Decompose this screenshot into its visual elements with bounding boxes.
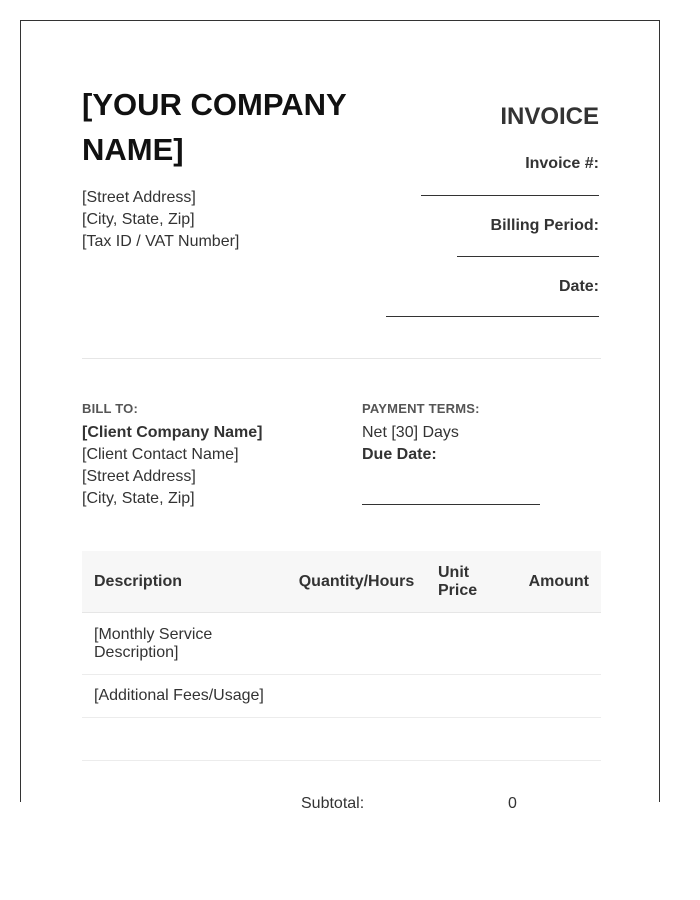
- date-label: Date:: [558, 278, 599, 295]
- client-city: [City, State, Zip]: [82, 490, 195, 507]
- items-table-header: [82, 551, 601, 613]
- company-city: [City, State, Zip]: [82, 211, 195, 228]
- invoice-title: INVOICE: [500, 103, 599, 130]
- subtotal-value: 0: [508, 795, 517, 812]
- header-description: Description: [94, 572, 183, 590]
- company-street: [Street Address]: [82, 189, 196, 206]
- table-row: [82, 613, 601, 675]
- invoice-number-label: Invoice #:: [525, 155, 599, 172]
- payment-terms-value: Net [30] Days: [362, 424, 459, 441]
- payment-terms-label: PAYMENT TERMS:: [362, 401, 480, 416]
- client-contact-name: [Client Contact Name]: [82, 446, 239, 463]
- due-date-field[interactable]: [362, 504, 540, 505]
- subtotal-label: Subtotal:: [301, 795, 365, 812]
- table-row: [82, 718, 601, 761]
- company-address: [82, 187, 239, 253]
- table-row: [82, 675, 601, 718]
- invoice-page: [20, 20, 660, 812]
- header-divider: [82, 358, 601, 359]
- invoice-number-field[interactable]: [421, 195, 599, 196]
- bill-to-label: BILL TO:: [82, 401, 139, 416]
- items-table: [82, 551, 601, 761]
- row-description[interactable]: [Additional Fees/Usage]: [94, 687, 264, 704]
- header-quantity: Quantity/Hours: [298, 572, 415, 590]
- row-description[interactable]: [Monthly Service Description]: [94, 625, 213, 661]
- payment-terms-block: [362, 422, 459, 466]
- client-street: [Street Address]: [82, 468, 196, 485]
- company-name: [YOUR COMPANY NAME]: [82, 87, 347, 167]
- due-date-label: Due Date:: [362, 446, 437, 463]
- billing-period-label: Billing Period:: [490, 217, 599, 234]
- header-unit-price: Unit Price: [438, 563, 478, 599]
- invoice-header: [500, 101, 599, 133]
- bill-to-block: [82, 422, 262, 510]
- billing-period-field[interactable]: [457, 256, 599, 257]
- date-field[interactable]: [386, 316, 599, 317]
- client-company-name: [Client Company Name]: [82, 424, 263, 441]
- header-amount: Amount: [528, 572, 589, 590]
- company-tax-id: [Tax ID / VAT Number]: [82, 233, 240, 250]
